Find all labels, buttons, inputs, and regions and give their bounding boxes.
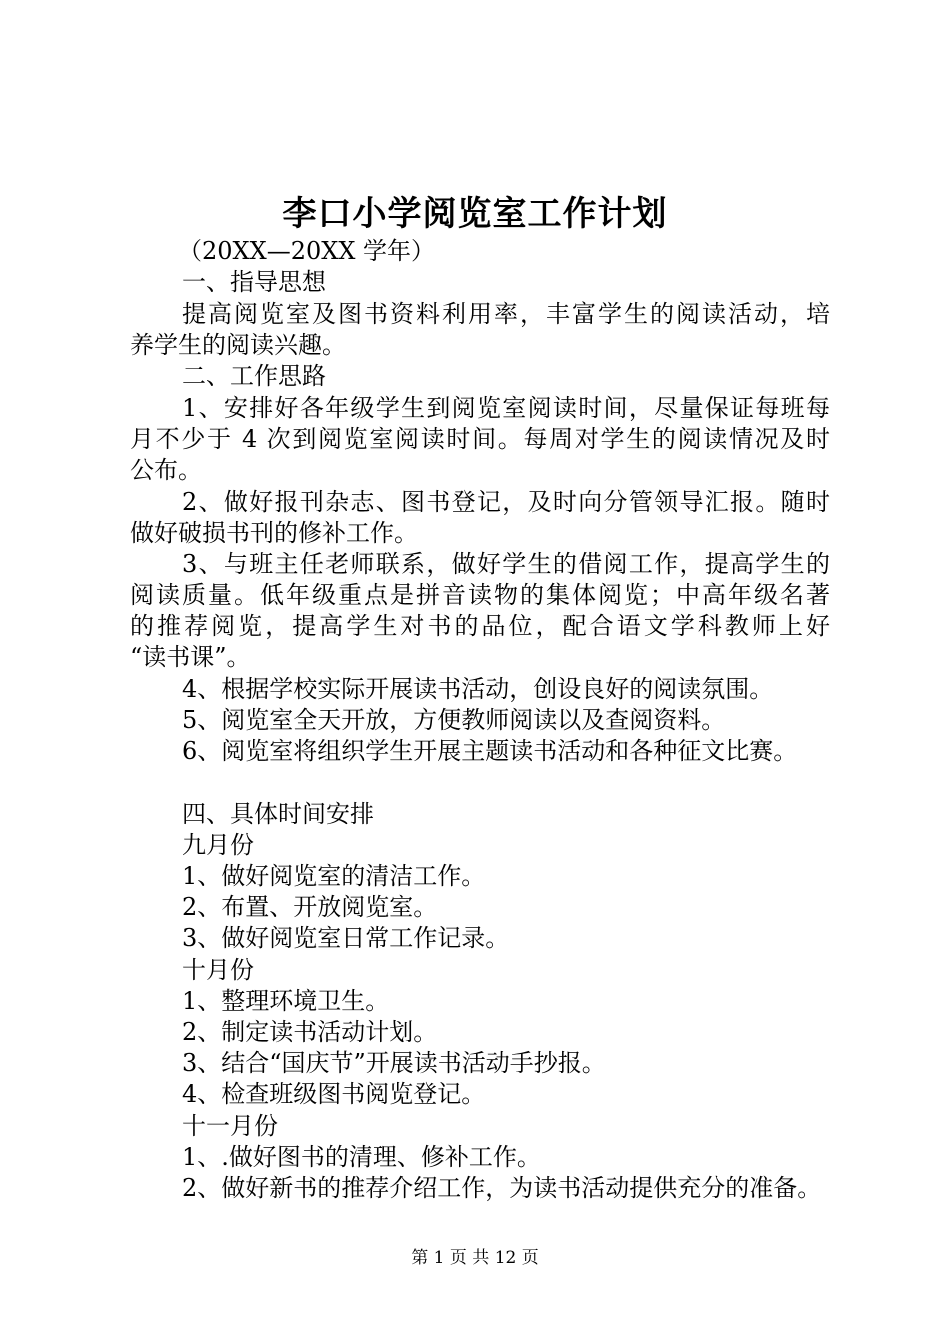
list-item: 3、结合“国庆节”开展读书活动手抄报。 [182, 1049, 606, 1077]
list-item: 4、根据学校实际开展读书活动，创设良好的阅读氛围。 [182, 675, 774, 703]
paragraph-line: 3、与班主任老师联系，做好学生的借阅工作，提高学生的 [182, 550, 830, 578]
section-heading-schedule: 四、具体时间安排 [182, 800, 374, 828]
section-heading-work-approach: 二、工作思路 [182, 362, 326, 390]
school-year: （20XX—20XX 学年） [178, 237, 436, 265]
paragraph-line: 阅读质量。低年级重点是拼音读物的集体阅览；中高年级名著 [130, 581, 830, 609]
paragraph-line: 2、做好报刊杂志、图书登记，及时向分管领导汇报。随时 [182, 488, 830, 516]
list-item: 6、阅览室将组织学生开展主题读书活动和各种征文比赛。 [182, 737, 798, 765]
list-item: 1、做好阅览室的清洁工作。 [182, 862, 486, 890]
section-heading-guiding-ideas: 一、指导思想 [182, 268, 326, 296]
list-item: 1、整理环境卫生。 [182, 987, 390, 1015]
list-item: 2、布置、开放阅览室。 [182, 893, 438, 921]
month-label-september: 九月份 [182, 831, 254, 859]
list-item: 3、做好阅览室日常工作记录。 [182, 924, 510, 952]
paragraph-line: 月不少于 4 次到阅览室阅读时间。每周对学生的阅读情况及时 [130, 425, 830, 453]
paragraph-line: 做好破损书刊的修补工作。 [130, 519, 418, 547]
paragraph-line: 养学生的阅读兴趣。 [130, 331, 346, 359]
list-item: 5、阅览室全天开放，方便教师阅读以及查阅资料。 [182, 706, 726, 734]
month-label-november: 十一月份 [182, 1112, 278, 1140]
list-item: 2、制定读书活动计划。 [182, 1018, 438, 1046]
list-item: 2、做好新书的推荐介绍工作，为读书活动提供充分的准备。 [182, 1174, 822, 1202]
paragraph-line: 公布。 [130, 456, 202, 484]
list-item: 4、检查班级图书阅览登记。 [182, 1080, 486, 1108]
paragraph-line: 提高阅览室及图书资料利用率，丰富学生的阅读活动，培 [182, 300, 830, 328]
paragraph-line: 1、安排好各年级学生到阅览室阅读时间，尽量保证每班每 [182, 394, 830, 422]
month-label-october: 十月份 [182, 956, 254, 984]
paragraph-line: 的推荐阅览，提高学生对书的品位，配合语文学科教师上好 [130, 612, 830, 640]
document-title: 李口小学阅览室工作计划 [282, 194, 668, 234]
page-footer: 第 1 页 共 12 页 [411, 1248, 539, 1268]
list-item: 1、.做好图书的清理、修补工作。 [182, 1143, 541, 1171]
paragraph-line: “读书课”。 [130, 643, 251, 671]
